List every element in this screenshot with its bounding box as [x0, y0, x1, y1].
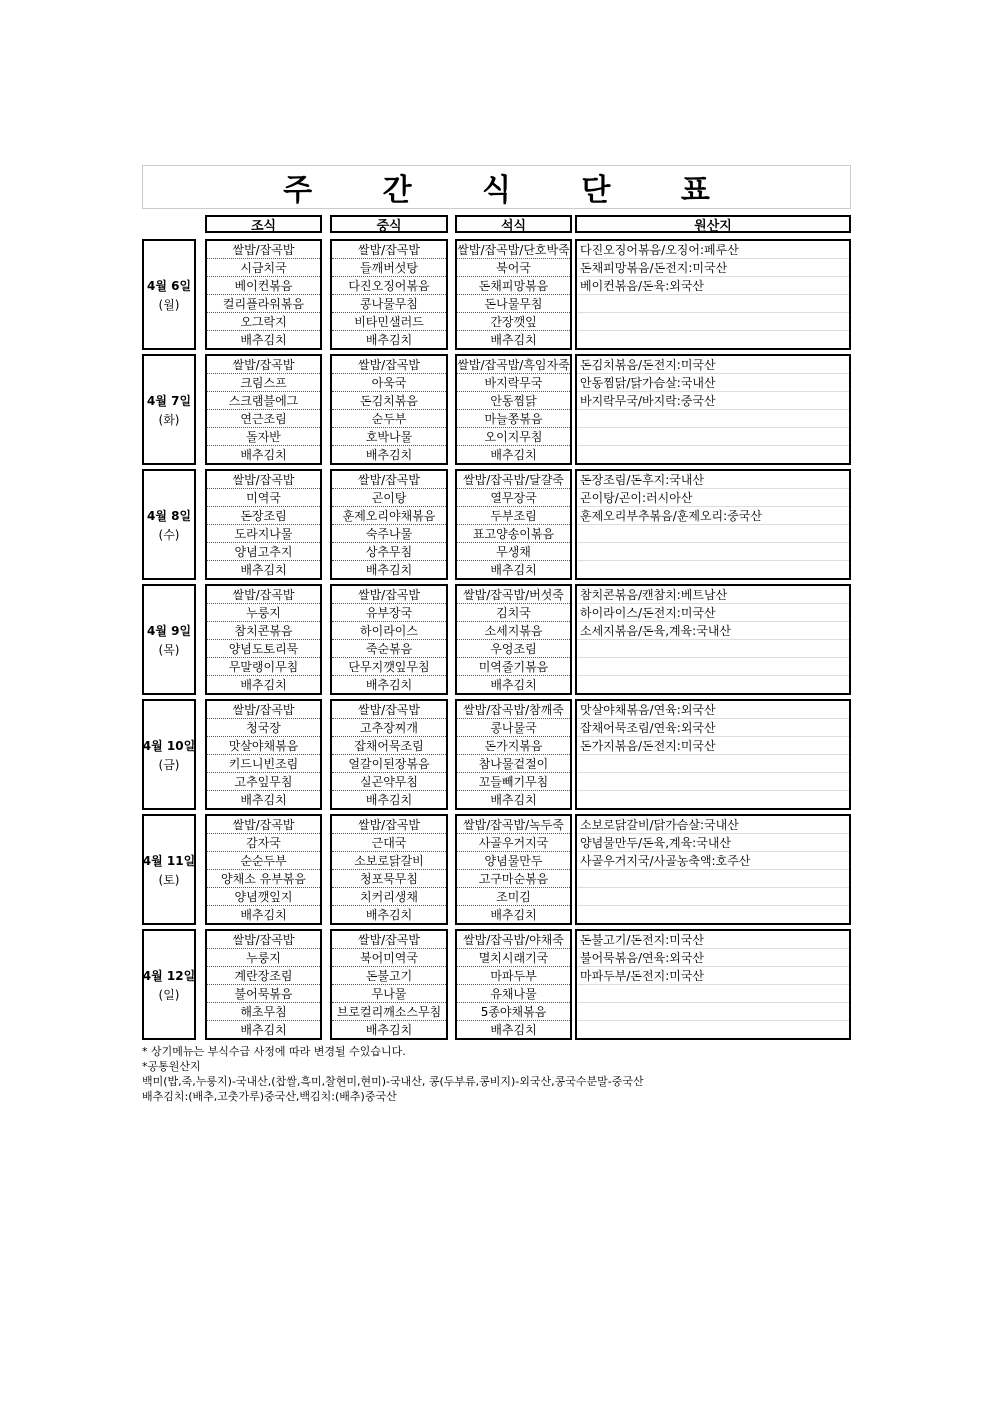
menu-item: 무나물 — [332, 985, 446, 1003]
origin-column — [575, 699, 851, 810]
menu-item: 계란장조림 — [207, 967, 320, 985]
origin-cell — [577, 525, 849, 543]
date-box — [142, 584, 196, 695]
menu-item: 참나물겉절이 — [457, 755, 570, 773]
note-kimchi: 배추김치:(배추,고춧가루)중국산,백김치:(배추)중국산 — [142, 1090, 397, 1103]
menu-item: 시금치국 — [207, 259, 320, 277]
origin-cell — [577, 1003, 849, 1021]
menu-item: 치커리생채 — [332, 888, 446, 906]
breakfast-column — [205, 699, 322, 810]
menu-item: 마늘쫑볶음 — [457, 410, 570, 428]
menu-item: 브로컬리깨소스무침 — [332, 1003, 446, 1021]
menu-item: 쌀밥/잡곡밥/단호박죽 — [457, 243, 570, 257]
day-block — [142, 814, 851, 927]
date-label: 4월 7일 — [146, 393, 192, 408]
menu-item: 양념도토리묵 — [207, 640, 320, 658]
menu-item: 단무지깻잎무침 — [332, 658, 446, 676]
menu-item: 쌀밥/잡곡밥 — [332, 471, 446, 489]
origin-cell — [577, 906, 849, 923]
origin-cell — [577, 313, 849, 331]
menu-item: 쌀밥/잡곡밥 — [332, 701, 446, 719]
menu-item: 고추장찌개 — [332, 719, 446, 737]
days-container — [142, 239, 851, 1042]
menu-item: 순순두부 — [207, 852, 320, 870]
origin-cell — [577, 773, 849, 791]
menu-item: 양채소 유부볶음 — [207, 870, 320, 888]
dinner-column — [455, 354, 572, 465]
origin-column — [575, 354, 851, 465]
origin-cell: 돈김치볶음/돈전지:미국산 — [577, 356, 849, 374]
menu-item: 훈제오리야채볶음 — [332, 507, 446, 525]
origin-cell — [577, 870, 849, 888]
menu-item: 누룽지 — [207, 949, 320, 967]
menu-item: 배추김치 — [365, 563, 413, 577]
menu-item: 쌀밥/잡곡밥/야채죽 — [457, 931, 570, 949]
menu-item: 양념깻잎지 — [207, 888, 320, 906]
origin-cell — [577, 640, 849, 658]
origin-cell: 돈불고기/돈전지:미국산 — [577, 931, 849, 949]
menu-item: 쌀밥/잡곡밥 — [207, 356, 320, 374]
date-label: 4월 10일 — [142, 738, 196, 753]
menu-item: 고구마순볶음 — [457, 870, 570, 888]
dinner-column — [455, 469, 572, 580]
menu-item: 호박나물 — [332, 428, 446, 446]
lunch-column — [330, 469, 448, 580]
menu-item: 쌀밥/잡곡밥 — [207, 931, 320, 949]
origin-column — [575, 929, 851, 1040]
menu-item: 우엉조림 — [457, 640, 570, 658]
origin-cell — [577, 985, 849, 1003]
origin-cell: 양념물만두/돈육,계육:국내산 — [577, 834, 849, 852]
menu-item: 열무장국 — [457, 489, 570, 507]
menu-item: 배추김치 — [365, 1023, 413, 1037]
menu-item: 돈나물무침 — [457, 295, 570, 313]
menu-item: 키드니빈조림 — [207, 755, 320, 773]
menu-item: 쌀밥/잡곡밥 — [207, 816, 320, 834]
origin-cell: 소세지볶음/돈육,계육:국내산 — [577, 622, 849, 640]
date-label: 4월 6일 — [146, 278, 192, 293]
origin-column — [575, 469, 851, 580]
menu-item: 김치국 — [457, 604, 570, 622]
menu-item: 돈장조림 — [207, 507, 320, 525]
menu-item: 오이지무침 — [457, 428, 570, 446]
menu-item: 다진오징어볶음 — [332, 277, 446, 295]
menu-item: 배추김치 — [490, 333, 537, 347]
menu-item: 쌀밥/잡곡밥 — [332, 356, 446, 374]
origin-cell: 다진오징어볶음/오징어:페루산 — [577, 241, 849, 259]
menu-item: 배추김치 — [365, 333, 413, 347]
menu-item: 순두부 — [332, 410, 446, 428]
date-label: 4월 8일 — [146, 508, 192, 523]
date-label: 4월 12일 — [142, 968, 196, 983]
breakfast-column — [205, 584, 322, 695]
menu-item: 아욱국 — [332, 374, 446, 392]
dinner-column — [455, 814, 572, 925]
header-row — [142, 215, 851, 237]
menu-item: 누룽지 — [207, 604, 320, 622]
origin-column — [575, 814, 851, 925]
menu-item: 쌀밥/잡곡밥 — [332, 816, 446, 834]
menu-item: 오그락지 — [207, 313, 320, 331]
date-label: 4월 11일 — [142, 853, 196, 868]
menu-item: 배추김치 — [240, 908, 287, 922]
menu-item: 쌀밥/잡곡밥/달걀죽 — [457, 471, 570, 489]
menu-item: 양념물만두 — [457, 852, 570, 870]
menu-item: 배추김치 — [490, 793, 537, 807]
menu-item: 쌀밥/잡곡밥 — [332, 241, 446, 259]
origin-cell: 훈제오리부추볶음/훈제오리:중국산 — [577, 507, 849, 525]
menu-item: 크림스프 — [207, 374, 320, 392]
menu-item: 북어국 — [457, 259, 570, 277]
breakfast-column — [205, 239, 322, 350]
dinner-column — [455, 699, 572, 810]
menu-item: 쌀밥/잡곡밥 — [207, 241, 320, 259]
origin-cell: 베이컨볶음/돈육:외국산 — [577, 277, 849, 295]
origin-cell — [577, 295, 849, 313]
date-box — [142, 699, 196, 810]
menu-item: 스크램블에그 — [207, 392, 320, 410]
menu-item: 바지락무국 — [457, 374, 570, 392]
menu-item: 쌀밥/잡곡밥/참깨죽 — [457, 701, 570, 719]
note-common-origin-title: *공통원산지 — [142, 1060, 201, 1073]
menu-item: 감자국 — [207, 834, 320, 852]
menu-item: 곤이탕 — [332, 489, 446, 507]
menu-item: 꼬들빼기무침 — [457, 773, 570, 791]
menu-item: 맛살야채볶음 — [207, 737, 320, 755]
menu-item: 미역국 — [207, 489, 320, 507]
weekday-label: (금) — [158, 757, 180, 772]
menu-item: 근대국 — [332, 834, 446, 852]
origin-cell: 돈채피망볶음/돈전지:미국산 — [577, 259, 849, 277]
menu-item: 배추김치 — [490, 908, 537, 922]
menu-item: 안동찜닭 — [457, 392, 570, 410]
menu-item: 조미김 — [457, 888, 570, 906]
weekday-label: (목) — [158, 642, 180, 657]
lunch-column — [330, 239, 448, 350]
notes — [142, 1044, 851, 1104]
origin-cell: 돈가지볶음/돈전지:미국산 — [577, 737, 849, 755]
menu-item: 청국장 — [207, 719, 320, 737]
menu-item: 양념고추지 — [207, 543, 320, 561]
origin-cell: 맛살야채볶음/연육:외국산 — [577, 701, 849, 719]
origin-cell: 참치콘볶음/캔참치:베트남산 — [577, 586, 849, 604]
menu-item: 배추김치 — [240, 678, 287, 692]
header-dinner: 석식 — [455, 215, 572, 233]
menu-item: 들깨버섯탕 — [332, 259, 446, 277]
menu-item: 쌀밥/잡곡밥/녹두죽 — [457, 816, 570, 834]
origin-cell: 바지락무국/바지락:중국산 — [577, 392, 849, 410]
menu-item: 배추김치 — [240, 563, 287, 577]
origin-cell — [577, 676, 849, 693]
menu-item: 배추김치 — [490, 678, 537, 692]
menu-item: 쌀밥/잡곡밥 — [207, 586, 320, 604]
menu-item: 유부장국 — [332, 604, 446, 622]
origin-column — [575, 584, 851, 695]
date-box — [142, 814, 196, 925]
origin-cell — [577, 446, 849, 463]
weekday-label: (월) — [158, 297, 180, 312]
weekday-label: (수) — [158, 527, 180, 542]
menu-item: 배추김치 — [490, 1023, 537, 1037]
menu-item: 콩나물무침 — [332, 295, 446, 313]
origin-cell: 사골우거지국/사골농축액:호주산 — [577, 852, 849, 870]
menu-item: 배추김치 — [365, 678, 413, 692]
menu-sheet — [142, 165, 851, 1104]
menu-item: 콩나물국 — [457, 719, 570, 737]
weekday-label: (화) — [158, 412, 180, 427]
header-breakfast: 조식 — [205, 215, 322, 233]
menu-item: 잡채어묵조림 — [332, 737, 446, 755]
menu-item: 상추무침 — [332, 543, 446, 561]
menu-item: 비타민샐러드 — [332, 313, 446, 331]
menu-item: 두부조림 — [457, 507, 570, 525]
menu-item: 배추김치 — [240, 793, 287, 807]
menu-item: 5종야채볶음 — [457, 1003, 570, 1021]
dinner-column — [455, 929, 572, 1040]
menu-item: 무생채 — [457, 543, 570, 561]
lunch-column — [330, 584, 448, 695]
origin-cell — [577, 791, 849, 808]
title-box — [142, 165, 851, 209]
menu-item: 배추김치 — [365, 448, 413, 462]
menu-item: 돈김치볶음 — [332, 392, 446, 410]
day-block — [142, 239, 851, 352]
origin-cell — [577, 888, 849, 906]
menu-item: 돈불고기 — [332, 967, 446, 985]
day-block — [142, 929, 851, 1042]
origin-cell: 잡채어묵조림/연육:외국산 — [577, 719, 849, 737]
menu-item: 숙주나물 — [332, 525, 446, 543]
menu-item: 미역줄기볶음 — [457, 658, 570, 676]
menu-item: 배추김치 — [365, 793, 413, 807]
menu-item: 배추김치 — [240, 448, 287, 462]
origin-cell — [577, 755, 849, 773]
date-label: 4월 9일 — [146, 623, 192, 638]
menu-item: 무말랭이무침 — [207, 658, 320, 676]
menu-item: 배추김치 — [490, 448, 537, 462]
menu-item: 참치콘볶음 — [207, 622, 320, 640]
origin-cell — [577, 428, 849, 446]
weekday-label: (일) — [158, 987, 180, 1002]
origin-cell: 소보로닭갈비/닭가슴살:국내산 — [577, 816, 849, 834]
menu-item: 사골우거지국 — [457, 834, 570, 852]
origin-cell — [577, 543, 849, 561]
date-box — [142, 929, 196, 1040]
menu-item: 얼갈이된장볶음 — [332, 755, 446, 773]
menu-item: 청포묵무침 — [332, 870, 446, 888]
menu-item: 돈채피망볶음 — [457, 277, 570, 295]
menu-item: 쌀밥/잡곡밥/버섯죽 — [457, 586, 570, 604]
menu-item: 배추김치 — [240, 333, 287, 347]
menu-item: 배추김치 — [490, 563, 537, 577]
menu-item: 도라지나물 — [207, 525, 320, 543]
header-lunch: 중식 — [330, 215, 448, 233]
origin-cell — [577, 658, 849, 676]
origin-column — [575, 239, 851, 350]
menu-item: 베이컨볶음 — [207, 277, 320, 295]
menu-item: 돌자반 — [207, 428, 320, 446]
menu-item: 고추잎무침 — [207, 773, 320, 791]
page-title: 주 간 식 단 표 — [283, 173, 740, 208]
menu-item: 연근조림 — [207, 410, 320, 428]
date-box — [142, 354, 196, 465]
lunch-column — [330, 814, 448, 925]
menu-item: 북어미역국 — [332, 949, 446, 967]
menu-item: 돈가지볶음 — [457, 737, 570, 755]
date-box — [142, 469, 196, 580]
lunch-column — [330, 354, 448, 465]
menu-item: 쌀밥/잡곡밥 — [207, 471, 320, 489]
menu-item: 배추김치 — [240, 1023, 287, 1037]
menu-item: 컬리플라워볶음 — [207, 295, 320, 313]
menu-item: 실곤약무침 — [332, 773, 446, 791]
menu-item: 해초무침 — [207, 1003, 320, 1021]
date-box — [142, 239, 196, 350]
menu-item: 배추김치 — [365, 908, 413, 922]
day-block — [142, 469, 851, 582]
menu-item: 표고양송이볶음 — [457, 525, 570, 543]
menu-item: 하이라이스 — [332, 622, 446, 640]
menu-item: 소보로닭갈비 — [332, 852, 446, 870]
note-rice-beans: 백미(밥,죽,누룽지)-국내산,(찹쌀,흑미,찰현미,현미)-국내산, 콩(두부류,콩비지)-외국산,콩국수분말-중국산 — [142, 1075, 644, 1088]
origin-cell: 불어묵볶음/연육:외국산 — [577, 949, 849, 967]
origin-cell: 마파두부/돈전지:미국산 — [577, 967, 849, 985]
menu-item: 쌀밥/잡곡밥 — [207, 701, 320, 719]
day-block — [142, 584, 851, 697]
day-block — [142, 354, 851, 467]
origin-cell — [577, 561, 849, 578]
origin-cell: 안동찜닭/닭가슴살:국내산 — [577, 374, 849, 392]
menu-item: 쌀밥/잡곡밥 — [332, 931, 446, 949]
menu-item: 마파두부 — [457, 967, 570, 985]
breakfast-column — [205, 929, 322, 1040]
weekday-label: (토) — [158, 872, 180, 887]
lunch-column — [330, 699, 448, 810]
breakfast-column — [205, 354, 322, 465]
menu-item: 쌀밥/잡곡밥 — [332, 586, 446, 604]
header-origin: 원산지 — [575, 215, 851, 233]
origin-cell — [577, 1021, 849, 1038]
origin-cell: 하이라이스/돈전지:미국산 — [577, 604, 849, 622]
menu-item: 불어묵볶음 — [207, 985, 320, 1003]
breakfast-column — [205, 814, 322, 925]
origin-cell — [577, 410, 849, 428]
dinner-column — [455, 584, 572, 695]
breakfast-column — [205, 469, 322, 580]
menu-item: 간장깻잎 — [457, 313, 570, 331]
day-block — [142, 699, 851, 812]
menu-item: 소세지볶음 — [457, 622, 570, 640]
menu-item: 멸치시래기국 — [457, 949, 570, 967]
menu-item: 죽순볶음 — [332, 640, 446, 658]
menu-item: 쌀밥/잡곡밥/흑임자죽 — [457, 358, 570, 372]
origin-cell — [577, 331, 849, 348]
origin-cell: 돈장조림/돈후지:국내산 — [577, 471, 849, 489]
note-change: * 상기메뉴는 부식수급 사정에 따라 변경될 수있습니다. — [142, 1045, 406, 1058]
menu-item: 유채나물 — [457, 985, 570, 1003]
origin-cell: 곤이탕/곤이:러시아산 — [577, 489, 849, 507]
lunch-column — [330, 929, 448, 1040]
dinner-column — [455, 239, 572, 350]
